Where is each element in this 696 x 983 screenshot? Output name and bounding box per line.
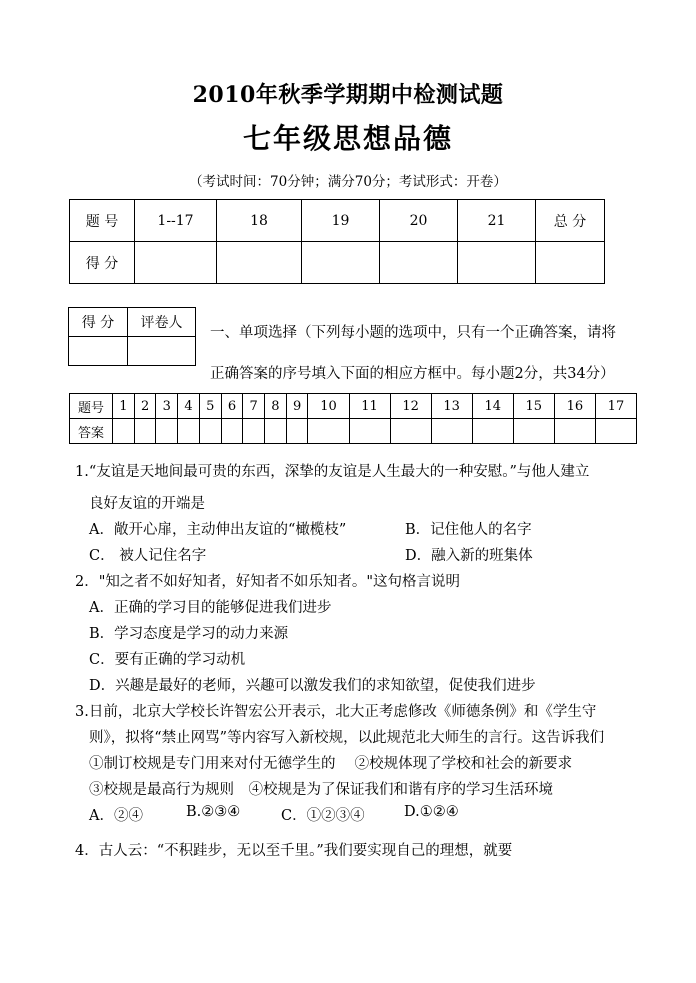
question-number: 10: [308, 394, 349, 419]
answer-row-label: 答案: [70, 419, 113, 444]
question-1-option-d: D．融入新的班集体: [405, 548, 533, 564]
score-cell[interactable]: [380, 242, 458, 284]
score-cell[interactable]: [458, 242, 536, 284]
score-table: [69, 199, 605, 284]
question-2-option-b: B．学习态度是学习的动力来源: [89, 626, 289, 642]
score-header-cell: 1--17: [135, 200, 217, 242]
answer-cell[interactable]: [134, 419, 156, 444]
question-number: 6: [221, 394, 243, 419]
answer-row-label: 题号: [70, 394, 113, 419]
score-cell[interactable]: [135, 242, 217, 284]
question-number: 12: [390, 394, 431, 419]
score-header-label: 题 号: [70, 200, 135, 242]
answer-cell[interactable]: [390, 419, 431, 444]
question-3-option-a: A．②④: [89, 808, 143, 824]
grader-score-label: 得 分: [69, 308, 128, 337]
question-3-option-d: D.①②④: [404, 804, 459, 820]
question-number: 17: [595, 394, 636, 419]
question-number: 7: [243, 394, 265, 419]
question-1-option-b: B．记住他人的名字: [405, 522, 532, 538]
question-2-option-a: A．正确的学习目的能够促进我们进步: [89, 600, 332, 616]
answer-cell[interactable]: [113, 419, 135, 444]
answer-cell[interactable]: [513, 419, 554, 444]
answer-table-answer-row: [70, 419, 637, 444]
question-number: 5: [199, 394, 221, 419]
score-header-cell: 19: [302, 200, 380, 242]
question-number: 3: [156, 394, 178, 419]
answer-table-number-row: [70, 394, 637, 419]
answer-table: [69, 393, 637, 444]
question-1-option-a: A．敞开心扉，主动伸出友谊的“橄榄枝”: [89, 522, 347, 538]
answer-cell[interactable]: [349, 419, 390, 444]
question-number: 4: [178, 394, 200, 419]
question-3-option-b: B.②③④: [186, 804, 241, 820]
answer-cell[interactable]: [156, 419, 178, 444]
question-3-stem-cont: 则》，拟将“禁止网骂”等内容写入新校规，以此规范北大师生的言行。这告诉我们: [89, 730, 605, 746]
question-1-stem-cont: 良好友谊的开端是: [89, 496, 205, 512]
score-header-cell: 18: [217, 200, 302, 242]
question-number: 13: [431, 394, 472, 419]
score-table-score-row: [70, 242, 605, 284]
question-2-option-c: C．要有正确的学习动机: [89, 652, 246, 668]
question-number: 8: [265, 394, 287, 419]
answer-cell[interactable]: [308, 419, 349, 444]
answer-cell[interactable]: [554, 419, 595, 444]
score-header-cell: 20: [380, 200, 458, 242]
score-cell[interactable]: [217, 242, 302, 284]
question-4-stem: 4．古人云：“不积跬步，无以至千里。”我们要实现自己的理想，就要: [75, 843, 513, 859]
question-number: 15: [513, 394, 554, 419]
exam-subject: 七年级思想品德: [242, 122, 453, 155]
grader-table: [68, 307, 196, 366]
exam-info: （考试时间：70分钟；满分70分；考试形式：开卷）: [189, 174, 507, 190]
section-heading-cont: 正确答案的序号填入下面的相应方框中。每小题2分，共34分）: [210, 366, 615, 382]
question-1-stem: 1.“友谊是天地间最可贵的东西，深挚的友谊是人生最大的一种安慰。”与他人建立: [75, 464, 590, 480]
section-heading: 一、单项选择（下列每小题的选项中，只有一个正确答案，请将: [210, 325, 616, 341]
exam-title: 2010年秋季学期期中检测试题: [192, 82, 504, 108]
answer-cell[interactable]: [472, 419, 513, 444]
answer-cell[interactable]: [199, 419, 221, 444]
question-3-stem: 3.日前，北京大学校长许智宏公开表示，北大正考虑修改《师德条例》和《学生守: [75, 704, 597, 720]
score-header-cell: 21: [458, 200, 536, 242]
question-number: 9: [286, 394, 308, 419]
answer-cell[interactable]: [431, 419, 472, 444]
answer-cell[interactable]: [595, 419, 636, 444]
answer-cell[interactable]: [243, 419, 265, 444]
question-3-statements-1-2: ①制订校规是专门用来对付无德学生的 ②校规体现了学校和社会的新要求: [89, 756, 573, 772]
score-cell[interactable]: [302, 242, 380, 284]
answer-cell[interactable]: [265, 419, 287, 444]
answer-cell[interactable]: [178, 419, 200, 444]
answer-cell[interactable]: [286, 419, 308, 444]
question-3-statements-3-4: ③校规是最高行为规则 ④校规是为了保证我们和谐有序的学习生活环境: [89, 782, 553, 798]
question-3-option-c: C．①②③④: [281, 808, 365, 824]
score-header-total: 总 分: [536, 200, 605, 242]
question-number: 11: [349, 394, 390, 419]
score-table-header-row: [70, 200, 605, 242]
score-cell[interactable]: [536, 242, 605, 284]
score-row-label: 得 分: [70, 242, 135, 284]
question-number: 14: [472, 394, 513, 419]
grader-name-label: 评卷人: [128, 308, 196, 337]
question-1-option-c: C． 被人记住名字: [89, 548, 207, 564]
grader-score-cell[interactable]: [69, 337, 128, 366]
grader-name-cell[interactable]: [128, 337, 196, 366]
question-number: 2: [134, 394, 156, 419]
question-number: 1: [113, 394, 135, 419]
question-2-option-d: D．兴趣是最好的老师，兴趣可以激发我们的求知欲望，促使我们进步: [89, 678, 536, 694]
answer-cell[interactable]: [221, 419, 243, 444]
question-2-stem: 2．"知之者不如好知者，好知者不如乐知者。"这句格言说明: [75, 574, 461, 590]
question-number: 16: [554, 394, 595, 419]
